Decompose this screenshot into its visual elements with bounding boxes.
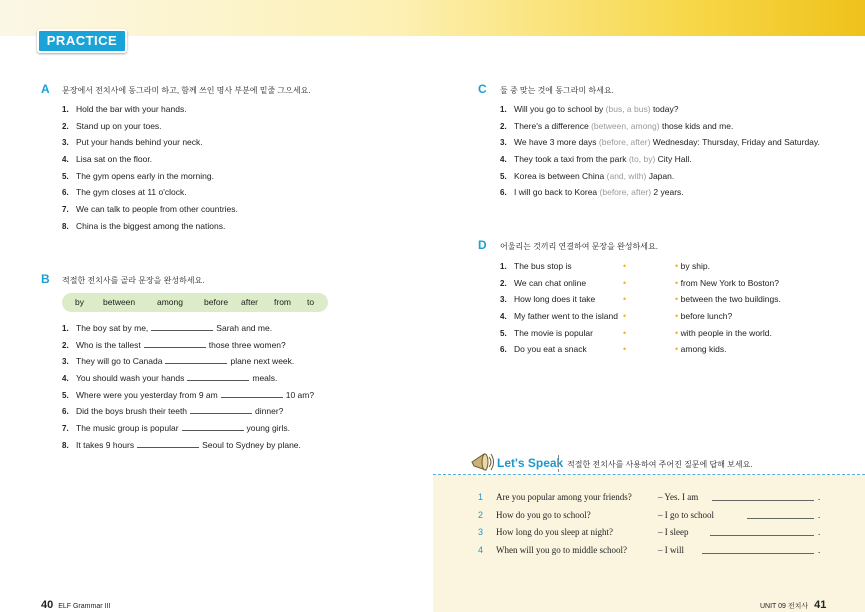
choice-options[interactable]: (before, after) <box>599 187 652 198</box>
item-number: 2. <box>500 278 507 288</box>
answer-prompt: – Yes. I am <box>658 492 699 502</box>
list-item <box>62 403 314 420</box>
section-b-title: 적절한 전치사를 골라 문장을 완성하세요. <box>62 276 205 285</box>
match-left-item <box>500 341 618 358</box>
list-item <box>62 437 314 454</box>
word-bank <box>62 293 328 312</box>
match-dot-icon[interactable]: • <box>675 261 681 271</box>
word-bank-item: to <box>307 297 315 307</box>
match-dot-icon[interactable]: • <box>623 344 627 355</box>
item-text-after-blank: dinner? <box>255 406 284 417</box>
match-left-item <box>500 258 618 275</box>
list-item <box>500 101 820 118</box>
section-d-left-list <box>500 258 618 358</box>
answer-blank[interactable] <box>190 405 252 414</box>
answer-line[interactable] <box>702 553 814 554</box>
item-text: The movie is popular <box>514 327 593 338</box>
speak-row <box>478 542 828 560</box>
list-item <box>500 168 820 185</box>
answer-line[interactable] <box>712 500 814 501</box>
item-text-before-blank: The music group is popular <box>76 423 179 434</box>
speak-row <box>478 524 828 542</box>
sentence-period: . <box>818 492 821 502</box>
top-banner <box>0 0 865 36</box>
item-number: 3. <box>62 138 69 148</box>
sentence-period: . <box>818 527 821 537</box>
item-number: 5. <box>500 328 507 338</box>
item-number: 6. <box>500 188 507 198</box>
item-text-before-blank: Who is the tallest <box>76 339 141 350</box>
list-item <box>500 184 820 201</box>
section-d-left-dots <box>623 258 626 358</box>
section-a-title: 문장에서 전치사에 동그라미 하고, 함께 쓰인 명사 부분에 밑줄 그으세요. <box>62 86 311 95</box>
item-number: 3. <box>500 138 507 148</box>
item-text-after: Japan. <box>648 170 675 181</box>
list-item <box>62 370 314 387</box>
match-dot-row <box>623 341 626 358</box>
item-text-before: Korea is between China <box>514 170 605 181</box>
match-dot-row <box>623 258 626 275</box>
item-text: Stand up on your toes. <box>76 120 162 131</box>
sentence-period: . <box>818 509 821 520</box>
list-item <box>62 337 314 354</box>
section-c-title: 둘 중 맞는 것에 동그라미 하세요. <box>500 86 614 95</box>
list-item <box>62 387 314 404</box>
item-text: before lunch? <box>680 311 733 322</box>
item-number: 4. <box>500 312 507 322</box>
list-item <box>500 118 820 135</box>
page-number-right: 41 <box>814 599 827 611</box>
match-dot-icon[interactable]: • <box>675 294 681 305</box>
item-number: 2. <box>62 340 69 350</box>
item-text-before: They took a taxi from the park <box>514 154 627 165</box>
list-item <box>62 353 314 370</box>
answer-blank[interactable] <box>221 389 283 398</box>
item-text: among kids. <box>680 344 727 355</box>
item-number: 6. <box>62 188 69 198</box>
item-text-before-blank: Where were you yesterday from 9 am <box>76 389 218 400</box>
item-number: 8. <box>62 221 69 231</box>
word-bank-item: between <box>103 297 136 307</box>
row-number: 2 <box>478 509 484 520</box>
item-text: Lisa sat on the floor. <box>76 154 153 165</box>
match-dot-icon[interactable]: • <box>675 344 681 355</box>
list-item <box>62 201 238 218</box>
row-number: 3 <box>478 527 484 537</box>
page-number-left: 40 <box>41 599 54 611</box>
item-text: between the two buildings. <box>680 294 781 305</box>
match-left-item <box>500 308 618 325</box>
section-a-list <box>62 101 238 235</box>
word-bank-item: before <box>204 297 229 307</box>
item-text-before-blank: They will go to Canada <box>76 356 163 367</box>
item-text: My father went to the island <box>514 311 618 322</box>
item-text-after-blank: Sarah and me. <box>216 323 273 333</box>
choice-options[interactable]: (to, by) <box>628 154 656 165</box>
section-a-letter: A <box>41 82 50 96</box>
item-number: 7. <box>62 205 69 215</box>
word-bank-item: from <box>274 297 291 307</box>
word-bank-item: after <box>241 297 259 307</box>
list-item <box>62 320 314 337</box>
match-dot-icon[interactable]: • <box>675 277 681 288</box>
item-number: 6. <box>62 407 69 417</box>
item-text-before-blank: The boy sat by me, <box>76 323 149 333</box>
item-number: 3. <box>62 357 69 367</box>
item-text-before: I will go back to Korea <box>514 187 598 198</box>
item-number: 3. <box>500 295 507 305</box>
question-text: Are you popular among your friends? <box>496 492 632 502</box>
list-item <box>62 118 238 135</box>
item-text: by ship. <box>680 261 710 271</box>
item-text-before: There's a difference <box>514 120 589 131</box>
match-right-item <box>675 275 781 292</box>
item-text: Put your hands behind your neck. <box>76 137 203 148</box>
list-item <box>62 151 238 168</box>
item-text-after: City Hall. <box>657 154 692 165</box>
section-c-list <box>500 101 820 201</box>
item-text: from New York to Boston? <box>680 277 779 288</box>
answer-blank[interactable] <box>151 322 213 331</box>
item-number: 2. <box>500 121 507 131</box>
lets-speak-instruction: 적절한 전치사를 사용하여 주어진 질문에 답해 보세요. <box>567 460 753 469</box>
match-right-item <box>675 258 781 275</box>
section-d-right-list <box>675 258 781 358</box>
item-text-after: today? <box>652 104 679 114</box>
answer-line[interactable] <box>747 518 814 519</box>
item-text-before-blank: Did the boys brush their teeth <box>76 406 188 417</box>
choice-options[interactable]: (before, after) <box>598 137 651 148</box>
answer-blank[interactable] <box>165 355 227 364</box>
answer-blank[interactable] <box>137 439 199 448</box>
item-text-after: Wednesday: Thursday, Friday and Saturday. <box>652 137 820 148</box>
item-number: 6. <box>500 345 507 355</box>
word-bank-item: among <box>157 297 183 307</box>
item-number: 2. <box>62 121 69 131</box>
match-right-item <box>675 291 781 308</box>
section-d-letter: D <box>478 238 487 252</box>
match-dot-icon[interactable]: • <box>623 294 627 305</box>
answer-prompt: – I will <box>658 544 684 555</box>
list-item <box>500 151 820 168</box>
item-text: The gym closes at 11 o'clock. <box>76 187 187 198</box>
item-text-after-blank: meals. <box>252 373 278 384</box>
match-right-item <box>675 325 781 342</box>
item-text-after-blank: 10 am? <box>285 389 315 400</box>
item-text-before-blank: It takes 9 hours <box>76 439 135 450</box>
item-text: Do you eat a snack <box>514 344 587 355</box>
megaphone-icon <box>468 448 496 474</box>
item-text-before-blank: You should wash your hands <box>76 373 185 384</box>
item-number: 4. <box>62 374 69 384</box>
match-dot-icon[interactable]: • <box>623 277 627 288</box>
match-dot-row <box>623 308 626 325</box>
answer-blank[interactable] <box>144 339 206 348</box>
footer-left <box>41 599 110 611</box>
item-number: 8. <box>62 440 69 450</box>
answer-blank[interactable] <box>182 422 244 431</box>
speak-row <box>478 507 828 525</box>
match-dot-icon[interactable]: • <box>623 327 627 338</box>
item-number: 1. <box>62 324 69 333</box>
item-number: 1. <box>500 262 507 271</box>
choice-options[interactable]: (between, among) <box>591 120 660 131</box>
item-text: The gym opens early in the morning. <box>76 170 214 181</box>
item-text: We can chat online <box>514 277 587 288</box>
item-text: We can talk to people from other countries. <box>76 204 238 215</box>
item-number: 5. <box>62 171 69 181</box>
row-number: 4 <box>478 544 484 555</box>
item-number: 1. <box>62 105 69 114</box>
item-text-after: 2 years. <box>653 187 684 198</box>
list-item <box>62 134 238 151</box>
lets-speak-rows <box>478 489 828 559</box>
footer-book-title: ELF Grammar III <box>58 603 111 610</box>
match-dot-row <box>623 275 626 292</box>
lets-speak-separator <box>558 455 559 472</box>
match-left-item <box>500 275 618 292</box>
answer-blank[interactable] <box>187 372 249 381</box>
match-dot-row <box>623 325 626 342</box>
match-left-item <box>500 291 618 308</box>
match-dot-icon[interactable]: • <box>675 327 681 338</box>
list-item <box>62 218 238 235</box>
question-text: How do you go to school? <box>496 509 591 520</box>
match-dot-icon[interactable]: • <box>675 311 681 322</box>
question-text: When will you go to middle school? <box>496 544 627 555</box>
footer-unit-title: UNIT 09 전치사 <box>760 603 809 610</box>
section-c-letter: C <box>478 82 487 96</box>
item-number: 5. <box>62 390 69 400</box>
item-text-after-blank: Seoul to Sydney by plane. <box>202 439 301 450</box>
item-number: 4. <box>500 155 507 165</box>
sentence-period: . <box>818 544 821 555</box>
item-text-after-blank: young girls. <box>246 423 290 434</box>
answer-prompt: – I sleep <box>658 527 689 537</box>
item-number: 4. <box>62 155 69 165</box>
item-text-after-blank: plane next week. <box>230 356 295 367</box>
practice-badge: PRACTICE <box>37 29 127 53</box>
list-item <box>62 168 238 185</box>
word-bank-item: by <box>75 297 84 307</box>
list-item <box>500 134 820 151</box>
item-text-before: We have 3 more days <box>514 137 597 148</box>
match-dot-icon[interactable]: • <box>623 311 627 322</box>
lets-speak-divider <box>433 474 865 475</box>
choice-options[interactable]: (and, with) <box>606 170 647 181</box>
list-item <box>62 101 238 118</box>
section-b-list <box>62 320 314 454</box>
choice-options[interactable]: (bus, a bus) <box>605 104 651 114</box>
item-text: How long does it take <box>514 294 596 305</box>
item-text: The bus stop is <box>514 261 572 271</box>
match-right-item <box>675 341 781 358</box>
item-text-before: Will you go to school by <box>514 104 604 114</box>
match-dot-icon[interactable]: • <box>623 261 627 271</box>
item-number: 5. <box>500 171 507 181</box>
item-text-after: those kids and me. <box>661 120 734 131</box>
item-text: with people in the world. <box>680 327 772 338</box>
list-item <box>62 184 238 201</box>
match-left-item <box>500 325 618 342</box>
lets-speak-title: Let's Speak <box>497 456 564 470</box>
speak-row <box>478 489 828 507</box>
item-number: 1. <box>500 105 507 114</box>
answer-prompt: – I go to school <box>658 509 714 520</box>
item-text: China is the biggest among the nations. <box>76 220 226 231</box>
footer-right <box>760 599 826 611</box>
row-number: 1 <box>478 492 484 502</box>
match-right-item <box>675 308 781 325</box>
match-dot-row <box>623 291 626 308</box>
section-b-letter: B <box>41 272 50 286</box>
item-number: 7. <box>62 424 69 434</box>
item-text: Hold the bar with your hands. <box>76 104 187 114</box>
answer-line[interactable] <box>710 535 814 536</box>
list-item <box>62 420 314 437</box>
question-text: How long do you sleep at night? <box>496 527 613 537</box>
item-text-after-blank: those three women? <box>208 339 286 350</box>
section-d-title: 어울리는 것끼리 연결하여 문장을 완성하세요. <box>500 242 658 251</box>
